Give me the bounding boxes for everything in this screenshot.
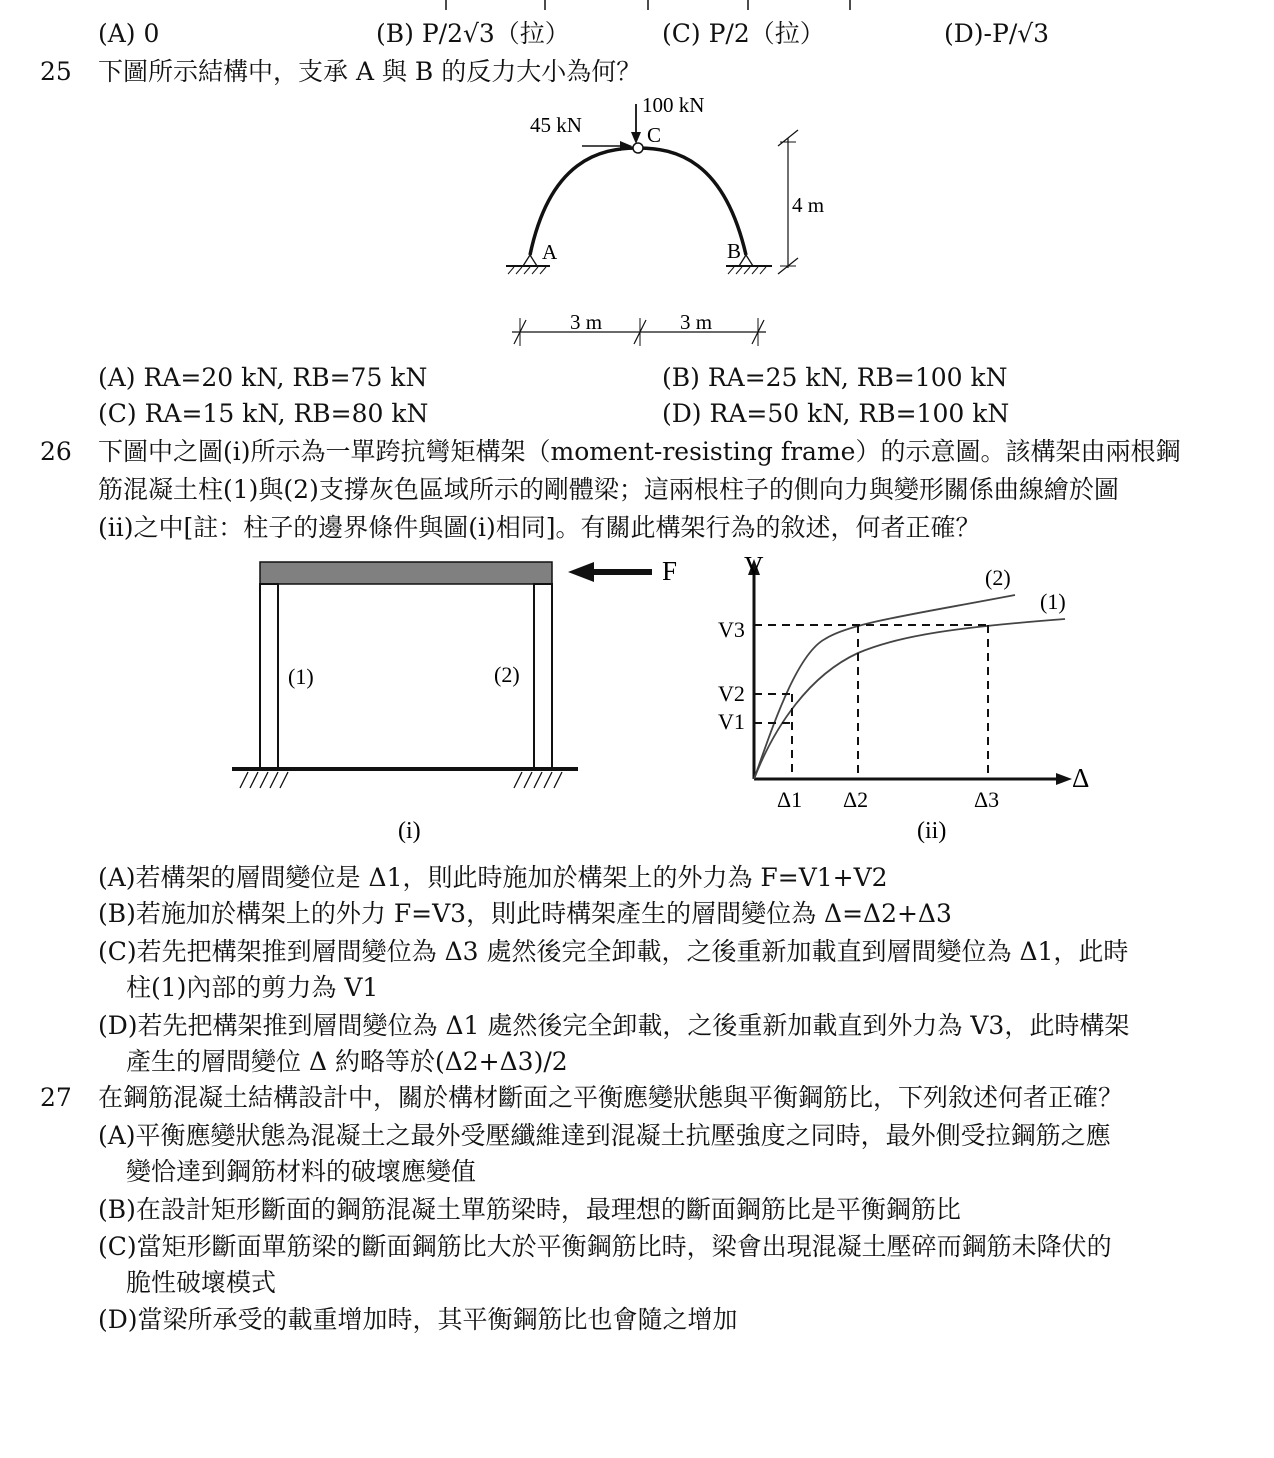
curve-2-label: (2) [985, 565, 1011, 590]
q26-curve-figure [700, 545, 1100, 850]
rigid-beam [260, 562, 552, 584]
q24-option-b[interactable]: (B) P/2√3（拉） [376, 19, 570, 48]
hinge-c [633, 143, 643, 153]
label-c: C [647, 123, 662, 147]
q26-option-d-line2[interactable]: 產生的層間變位 Δ 約略等於(Δ2+Δ3)/2 [126, 1047, 568, 1076]
top-edge-marks [0, 0, 1274, 14]
x-axis-label: Δ [1072, 763, 1090, 793]
q25-arch-figure [490, 90, 830, 360]
q27-option-c-line1[interactable]: (C)當矩形斷面單筋梁的斷面鋼筋比大於平衡鋼筋比時，梁會出現混凝土壓碎而鋼筋未降伏的 [98, 1232, 1112, 1261]
q27-option-b[interactable]: (B)在設計矩形斷面的鋼筋混凝土單筋梁時，最理想的斷面鋼筋比是平衡鋼筋比 [98, 1195, 961, 1224]
load-horizontal-label: 45 kN [530, 113, 582, 137]
q26-option-d-line1[interactable]: (D)若先把構架推到層間變位為 Δ1 處然後完全卸載，之後重新加載直到外力為 V3，此時構架 [98, 1011, 1130, 1040]
height-label: 4 m [792, 193, 825, 217]
v3-label: V3 [718, 617, 745, 642]
q26-option-c-line2[interactable]: 柱(1)內部的剪力為 V1 [126, 973, 379, 1002]
q25-option-c[interactable]: (C) RA=15 kN, RB=80 kN [98, 399, 429, 428]
span-right-label: 3 m [680, 310, 713, 334]
d1-label: Δ1 [777, 787, 803, 812]
curve-1-label: (1) [1040, 589, 1066, 614]
q27-option-a-line1[interactable]: (A)平衡應變狀態為混凝土之最外受壓纖維達到混凝土抗壓強度之同時，最外側受拉鋼筋之應 [98, 1121, 1111, 1150]
q26-line-2: 筋混凝土柱(1)與(2)支撐灰色區域所示的剛體梁；這兩根柱子的側向力與變形關係曲線繪於圖 [98, 475, 1119, 504]
q25-number: 25 [40, 57, 72, 86]
q26-option-c-line1[interactable]: (C)若先把構架推到層間變位為 Δ3 處然後完全卸載，之後重新加載直到層間變位為 Δ1，此時 [98, 937, 1129, 966]
q27-option-d[interactable]: (D)當梁所承受的載重增加時，其平衡鋼筋比也會隨之增加 [98, 1305, 738, 1334]
q26-option-a[interactable]: (A)若構架的層間變位是 Δ1，則此時施加於構架上的外力為 F=V1+V2 [98, 863, 888, 892]
q25-option-b[interactable]: (B) RA=25 kN, RB=100 kN [662, 363, 1008, 392]
figure-ii-caption: (ii) [917, 818, 947, 844]
q27-number: 27 [40, 1083, 72, 1112]
y-axis-label: V [744, 551, 764, 581]
q25-option-d[interactable]: (D) RA=50 kN, RB=100 kN [662, 399, 1010, 428]
q27-question: 在鋼筋混凝土結構設計中，關於構材斷面之平衡應變狀態與平衡鋼筋比，下列敘述何者正確？ [98, 1083, 1124, 1112]
q24-option-a[interactable]: (A) 0 [98, 19, 160, 48]
left-arrow-icon [568, 562, 594, 582]
column-2-label: (2) [494, 662, 520, 687]
arch-curve [530, 148, 746, 255]
q25-question: 下圖所示結構中，支承 A 與 B 的反力大小為何？ [98, 57, 642, 86]
q26-line-1: 下圖中之圖(i)所示為一單跨抗彎矩構架（moment-resisting frame）的示意圖。該構架由兩根鋼 [98, 437, 1181, 466]
column-1-label: (1) [288, 664, 314, 689]
q24-option-d[interactable]: (D)-P/√3 [944, 19, 1050, 48]
label-b: B [727, 239, 742, 263]
q25-option-a[interactable]: (A) RA=20 kN, RB=75 kN [98, 363, 428, 392]
column-1 [260, 584, 278, 768]
load-vertical-label: 100 kN [642, 93, 705, 117]
q27-option-c-line2[interactable]: 脆性破壞模式 [126, 1268, 277, 1297]
label-a: A [542, 240, 558, 264]
q26-number: 26 [40, 437, 72, 466]
d2-label: Δ2 [843, 787, 869, 812]
q26-line-3: (ii)之中[註：柱子的邊界條件與圖(i)相同]。有關此構架行為的敘述，何者正確？ [98, 513, 981, 542]
curve-2 [754, 595, 1015, 779]
q26-option-b[interactable]: (B)若施加於構架上的外力 F=V3，則此時構架產生的層間變位為 Δ=Δ2+Δ3 [98, 899, 952, 928]
d3-label: Δ3 [974, 787, 1000, 812]
figure-i-caption: (i) [398, 818, 421, 844]
v2-label: V2 [718, 681, 745, 706]
v1-label: V1 [718, 709, 745, 734]
q26-frame-figure [228, 552, 698, 848]
down-arrow-icon [631, 132, 641, 144]
span-left-label: 3 m [570, 310, 603, 334]
column-2 [534, 584, 552, 768]
right-axis-arrow-icon [1056, 773, 1072, 785]
q27-option-a-line2[interactable]: 變恰達到鋼筋材料的破壞應變值 [126, 1157, 477, 1186]
q24-option-c[interactable]: (C) P/2（拉） [662, 19, 825, 48]
force-label: F [662, 556, 678, 586]
curve-1 [754, 619, 1065, 779]
